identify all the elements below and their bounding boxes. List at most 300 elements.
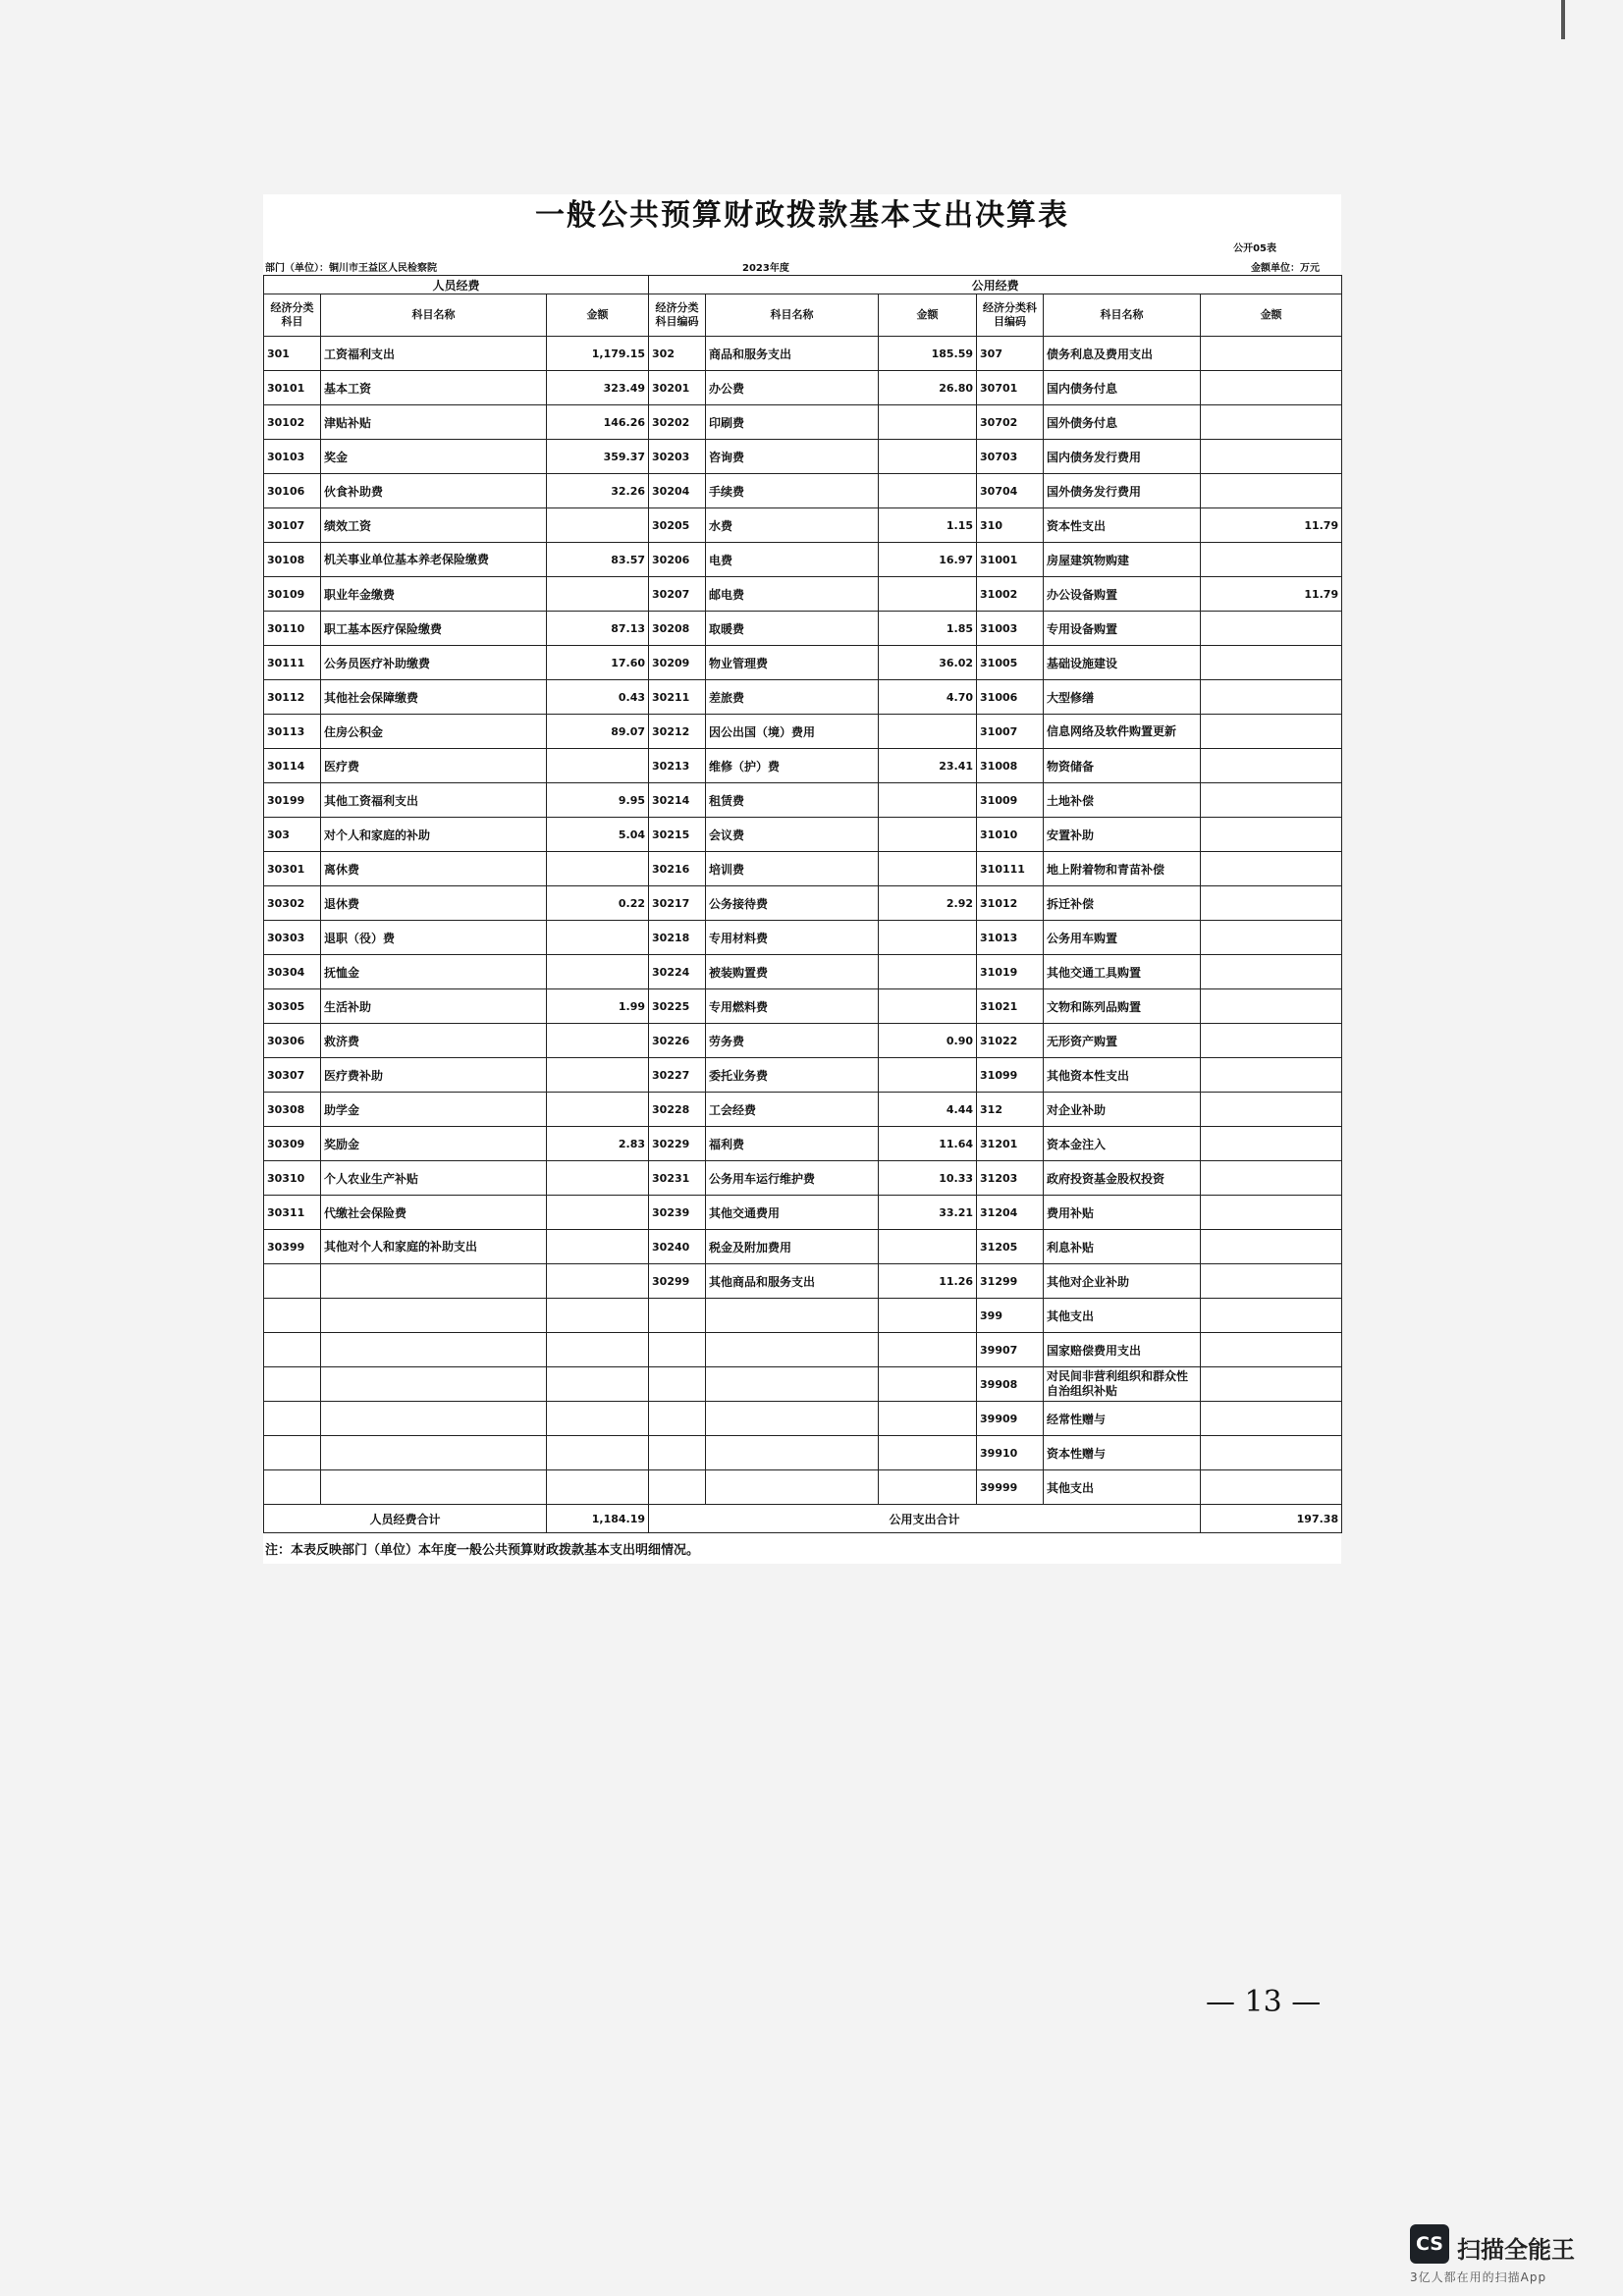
subject-name-cell: 住房公积金 <box>321 715 547 749</box>
subject-name-cell: 经常性赠与 <box>1044 1402 1201 1436</box>
subject-name-cell: 代缴社会保险费 <box>321 1196 547 1230</box>
table-row <box>264 1127 1342 1161</box>
subject-name-cell: 被装购置费 <box>706 955 879 989</box>
amount-cell <box>547 852 649 886</box>
amount-cell: 185.59 <box>879 337 977 371</box>
subject-code-cell: 30113 <box>264 715 321 749</box>
subject-code-cell: 30702 <box>977 405 1044 440</box>
subject-name-cell: 因公出国（境）费用 <box>706 715 879 749</box>
subject-code-cell: 30310 <box>264 1161 321 1196</box>
subject-name-cell: 生活补助 <box>321 989 547 1024</box>
page-edge-mark <box>1561 0 1565 39</box>
subject-code-cell: 30203 <box>649 440 706 474</box>
amount-cell <box>547 1264 649 1299</box>
department-label: 部门（单位）：铜川市王益区人民检察院 <box>265 263 437 274</box>
amount-cell <box>1201 852 1342 886</box>
amount-cell <box>1201 955 1342 989</box>
table-row <box>264 989 1342 1024</box>
amount-cell: 0.90 <box>879 1024 977 1058</box>
amount-cell <box>547 1161 649 1196</box>
amount-cell: 1.85 <box>879 612 977 646</box>
header-subject-name: 科目名称 <box>706 294 879 337</box>
subject-name-cell: 津贴补贴 <box>321 405 547 440</box>
subject-name-cell: 资本性赠与 <box>1044 1436 1201 1470</box>
amount-cell: 5.04 <box>547 818 649 852</box>
subject-code-cell: 30108 <box>264 543 321 577</box>
subject-code-cell: 30311 <box>264 1196 321 1230</box>
subject-name-cell: 奖励金 <box>321 1127 547 1161</box>
amount-cell: 1.15 <box>879 508 977 543</box>
amount-cell: 11.79 <box>1201 508 1342 543</box>
subject-name-cell: 商品和服务支出 <box>706 337 879 371</box>
subject-name-cell: 国内债务发行费用 <box>1044 440 1201 474</box>
totals-row <box>264 1505 1342 1533</box>
table-row <box>264 1333 1342 1367</box>
subject-code-cell: 307 <box>977 337 1044 371</box>
table-row <box>264 1093 1342 1127</box>
subject-code-cell: 30205 <box>649 508 706 543</box>
subject-code-cell <box>264 1367 321 1402</box>
amount-cell: 10.33 <box>879 1161 977 1196</box>
subject-code-cell: 30114 <box>264 749 321 783</box>
subject-name-cell: 医疗费 <box>321 749 547 783</box>
subject-name-cell: 地上附着物和青苗补偿 <box>1044 852 1201 886</box>
subject-code-cell: 30101 <box>264 371 321 405</box>
subject-name-cell: 物资储备 <box>1044 749 1201 783</box>
subject-name-cell: 专用燃料费 <box>706 989 879 1024</box>
scanner-watermark <box>1410 2224 1611 2283</box>
subject-name-cell: 个人农业生产补贴 <box>321 1161 547 1196</box>
subject-code-cell: 30204 <box>649 474 706 508</box>
subject-name-cell <box>706 1299 879 1333</box>
amount-cell <box>879 405 977 440</box>
amount-cell <box>879 1470 977 1505</box>
subject-code-cell <box>649 1299 706 1333</box>
form-code: 公开05表 <box>1233 243 1276 254</box>
table-row <box>264 715 1342 749</box>
amount-cell: 32.26 <box>547 474 649 508</box>
amount-cell <box>547 1230 649 1264</box>
total-personnel-label: 人员经费合计 <box>264 1505 547 1533</box>
subject-name-cell: 劳务费 <box>706 1024 879 1058</box>
subject-code-cell: 30199 <box>264 783 321 818</box>
subject-name-cell: 债务利息及费用支出 <box>1044 337 1201 371</box>
subject-code-cell <box>649 1333 706 1367</box>
amount-cell <box>879 1436 977 1470</box>
subject-name-cell <box>706 1367 879 1402</box>
page-number: — 13 — <box>1206 1985 1322 2019</box>
subject-name-cell: 国内债务付息 <box>1044 371 1201 405</box>
subject-code-cell: 39907 <box>977 1333 1044 1367</box>
table-row <box>264 749 1342 783</box>
amount-cell <box>1201 543 1342 577</box>
subject-name-cell: 其他商品和服务支出 <box>706 1264 879 1299</box>
subject-name-cell: 信息网络及软件购置更新 <box>1044 715 1201 749</box>
table-row <box>264 1230 1342 1264</box>
subject-code-cell: 30301 <box>264 852 321 886</box>
subject-code-cell: 31007 <box>977 715 1044 749</box>
amount-cell <box>547 577 649 612</box>
subject-code-cell: 30231 <box>649 1161 706 1196</box>
subject-code-cell: 310 <box>977 508 1044 543</box>
amount-cell <box>879 921 977 955</box>
amount-cell <box>1201 646 1342 680</box>
subject-name-cell: 奖金 <box>321 440 547 474</box>
amount-cell <box>547 1436 649 1470</box>
amount-cell: 2.83 <box>547 1127 649 1161</box>
header-subject-code: 经济分类科目编码 <box>977 294 1044 337</box>
amount-cell <box>547 1402 649 1436</box>
subject-name-cell: 专用设备购置 <box>1044 612 1201 646</box>
subject-code-cell: 39999 <box>977 1470 1044 1505</box>
table-row <box>264 1402 1342 1436</box>
subject-name-cell: 国家赔偿费用支出 <box>1044 1333 1201 1367</box>
subject-code-cell: 31021 <box>977 989 1044 1024</box>
subject-code-cell: 30307 <box>264 1058 321 1093</box>
subject-code-cell: 30240 <box>649 1230 706 1264</box>
subject-name-cell: 助学金 <box>321 1093 547 1127</box>
table-row <box>264 1264 1342 1299</box>
amount-cell <box>1201 612 1342 646</box>
amount-cell <box>547 1299 649 1333</box>
amount-cell: 11.79 <box>1201 577 1342 612</box>
amount-cell <box>1201 1093 1342 1127</box>
subject-name-cell: 邮电费 <box>706 577 879 612</box>
amount-cell <box>1201 886 1342 921</box>
table-row <box>264 680 1342 715</box>
subject-name-cell: 手续费 <box>706 474 879 508</box>
amount-cell <box>879 1333 977 1367</box>
amount-cell <box>879 440 977 474</box>
subject-code-cell: 31002 <box>977 577 1044 612</box>
table-row <box>264 1024 1342 1058</box>
subject-name-cell: 差旅费 <box>706 680 879 715</box>
table-meta <box>263 238 1341 275</box>
table-row <box>264 1470 1342 1505</box>
table-row <box>264 921 1342 955</box>
subject-code-cell: 30227 <box>649 1058 706 1093</box>
subject-code-cell: 30305 <box>264 989 321 1024</box>
subject-code-cell: 31022 <box>977 1024 1044 1058</box>
subject-code-cell: 30302 <box>264 886 321 921</box>
column-header-row <box>264 294 1342 337</box>
group-header-row <box>264 276 1342 294</box>
subject-name-cell: 无形资产购置 <box>1044 1024 1201 1058</box>
amount-cell: 9.95 <box>547 783 649 818</box>
subject-code-cell: 31003 <box>977 612 1044 646</box>
subject-code-cell: 30209 <box>649 646 706 680</box>
subject-code-cell: 302 <box>649 337 706 371</box>
subject-name-cell: 其他交通费用 <box>706 1196 879 1230</box>
subject-code-cell: 30399 <box>264 1230 321 1264</box>
subject-name-cell: 利息补贴 <box>1044 1230 1201 1264</box>
subject-code-cell: 31201 <box>977 1127 1044 1161</box>
amount-cell <box>1201 1402 1342 1436</box>
subject-name-cell: 抚恤金 <box>321 955 547 989</box>
amount-cell: 89.07 <box>547 715 649 749</box>
expenditure-table <box>263 275 1342 1533</box>
subject-code-cell: 31204 <box>977 1196 1044 1230</box>
amount-cell: 16.97 <box>879 543 977 577</box>
subject-code-cell: 30107 <box>264 508 321 543</box>
subject-code-cell: 31299 <box>977 1264 1044 1299</box>
subject-code-cell: 31005 <box>977 646 1044 680</box>
subject-code-cell: 30201 <box>649 371 706 405</box>
subject-name-cell: 公务接待费 <box>706 886 879 921</box>
subject-code-cell: 31205 <box>977 1230 1044 1264</box>
amount-cell <box>547 749 649 783</box>
subject-code-cell: 30225 <box>649 989 706 1024</box>
subject-code-cell: 31203 <box>977 1161 1044 1196</box>
subject-name-cell: 物业管理费 <box>706 646 879 680</box>
amount-cell <box>1201 337 1342 371</box>
subject-code-cell: 312 <box>977 1093 1044 1127</box>
amount-cell <box>879 852 977 886</box>
subject-code-cell: 30303 <box>264 921 321 955</box>
cs-logo-icon: CS <box>1410 2224 1449 2264</box>
amount-cell: 323.49 <box>547 371 649 405</box>
amount-cell <box>1201 921 1342 955</box>
subject-name-cell: 专用材料费 <box>706 921 879 955</box>
subject-code-cell: 30701 <box>977 371 1044 405</box>
subject-name-cell: 工会经费 <box>706 1093 879 1127</box>
table-row <box>264 371 1342 405</box>
subject-code-cell: 30208 <box>649 612 706 646</box>
amount-cell: 0.22 <box>547 886 649 921</box>
subject-code-cell: 30309 <box>264 1127 321 1161</box>
subject-code-cell: 30213 <box>649 749 706 783</box>
subject-name-cell: 福利费 <box>706 1127 879 1161</box>
subject-name-cell: 办公设备购置 <box>1044 577 1201 612</box>
table-row <box>264 337 1342 371</box>
subject-name-cell: 其他支出 <box>1044 1470 1201 1505</box>
amount-cell: 87.13 <box>547 612 649 646</box>
amount-cell <box>1201 440 1342 474</box>
amount-cell: 359.37 <box>547 440 649 474</box>
subject-name-cell: 退休费 <box>321 886 547 921</box>
subject-code-cell: 30224 <box>649 955 706 989</box>
amount-cell: 2.92 <box>879 886 977 921</box>
subject-code-cell: 30229 <box>649 1127 706 1161</box>
table-row <box>264 955 1342 989</box>
amount-cell: 146.26 <box>547 405 649 440</box>
subject-name-cell <box>706 1402 879 1436</box>
amount-cell <box>879 1058 977 1093</box>
subject-code-cell: 30217 <box>649 886 706 921</box>
subject-code-cell: 31012 <box>977 886 1044 921</box>
subject-code-cell <box>264 1436 321 1470</box>
amount-cell <box>879 715 977 749</box>
watermark-tagline: 3亿人都在用的扫描App <box>1410 2270 1547 2284</box>
subject-name-cell: 公务用车购置 <box>1044 921 1201 955</box>
header-amount: 金额 <box>1201 294 1342 337</box>
amount-cell <box>547 1093 649 1127</box>
table-row <box>264 1058 1342 1093</box>
subject-name-cell: 土地补偿 <box>1044 783 1201 818</box>
budget-table-sheet <box>263 194 1341 1564</box>
subject-name-cell <box>321 1436 547 1470</box>
subject-name-cell: 办公费 <box>706 371 879 405</box>
subject-name-cell: 房屋建筑物购建 <box>1044 543 1201 577</box>
amount-cell <box>547 1196 649 1230</box>
table-row <box>264 818 1342 852</box>
header-subject-code: 经济分类科目编码 <box>649 294 706 337</box>
watermark-app-name: 扫描全能王 <box>1457 2236 1575 2264</box>
subject-name-cell: 维修（护）费 <box>706 749 879 783</box>
subject-code-cell: 39910 <box>977 1436 1044 1470</box>
subject-name-cell: 公务用车运行维护费 <box>706 1161 879 1196</box>
subject-name-cell <box>321 1367 547 1402</box>
amount-cell <box>1201 474 1342 508</box>
subject-name-cell: 医疗费补助 <box>321 1058 547 1093</box>
subject-name-cell <box>321 1402 547 1436</box>
subject-code-cell: 30226 <box>649 1024 706 1058</box>
subject-code-cell <box>264 1402 321 1436</box>
table-row <box>264 1367 1342 1402</box>
amount-cell <box>879 1367 977 1402</box>
subject-code-cell: 30211 <box>649 680 706 715</box>
subject-code-cell: 30239 <box>649 1196 706 1230</box>
amount-cell <box>547 1333 649 1367</box>
subject-name-cell: 拆迁补偿 <box>1044 886 1201 921</box>
subject-code-cell: 30216 <box>649 852 706 886</box>
table-row <box>264 646 1342 680</box>
subject-code-cell: 30304 <box>264 955 321 989</box>
amount-cell <box>547 955 649 989</box>
subject-name-cell: 退职（役）费 <box>321 921 547 955</box>
table-row <box>264 405 1342 440</box>
subject-code-cell: 30110 <box>264 612 321 646</box>
amount-cell <box>1201 1196 1342 1230</box>
amount-cell <box>1201 405 1342 440</box>
amount-cell <box>547 508 649 543</box>
subject-name-cell: 绩效工资 <box>321 508 547 543</box>
subject-name-cell: 租赁费 <box>706 783 879 818</box>
table-row <box>264 1161 1342 1196</box>
amount-cell: 36.02 <box>879 646 977 680</box>
page-title: 一般公共预算财政拨款基本支出决算表 <box>535 198 1069 233</box>
subject-code-cell: 30308 <box>264 1093 321 1127</box>
amount-cell <box>1201 1058 1342 1093</box>
subject-code-cell: 30109 <box>264 577 321 612</box>
amount-cell: 1,179.15 <box>547 337 649 371</box>
subject-name-cell: 水费 <box>706 508 879 543</box>
subject-code-cell <box>264 1299 321 1333</box>
subject-code-cell <box>649 1402 706 1436</box>
subject-name-cell <box>706 1333 879 1367</box>
subject-code-cell: 30103 <box>264 440 321 474</box>
subject-name-cell: 其他交通工具购置 <box>1044 955 1201 989</box>
subject-code-cell: 31009 <box>977 783 1044 818</box>
subject-code-cell: 30106 <box>264 474 321 508</box>
amount-cell <box>547 1470 649 1505</box>
amount-cell: 0.43 <box>547 680 649 715</box>
subject-code-cell: 30299 <box>649 1264 706 1299</box>
amount-cell <box>547 1058 649 1093</box>
amount-cell <box>879 989 977 1024</box>
header-subject-name: 科目名称 <box>1044 294 1201 337</box>
year-label: 2023年度 <box>742 263 789 274</box>
subject-name-cell: 委托业务费 <box>706 1058 879 1093</box>
amount-cell: 11.64 <box>879 1127 977 1161</box>
header-amount: 金额 <box>879 294 977 337</box>
subject-code-cell: 30704 <box>977 474 1044 508</box>
subject-name-cell: 国外债务付息 <box>1044 405 1201 440</box>
amount-cell: 33.21 <box>879 1196 977 1230</box>
amount-cell <box>1201 680 1342 715</box>
subject-name-cell: 离休费 <box>321 852 547 886</box>
subject-code-cell <box>264 1264 321 1299</box>
table-row <box>264 1436 1342 1470</box>
amount-cell <box>879 1402 977 1436</box>
subject-name-cell: 对企业补助 <box>1044 1093 1201 1127</box>
subject-name-cell: 安置补助 <box>1044 818 1201 852</box>
subject-code-cell: 31019 <box>977 955 1044 989</box>
subject-name-cell: 职工基本医疗保险缴费 <box>321 612 547 646</box>
subject-name-cell <box>321 1333 547 1367</box>
subject-name-cell: 工资福利支出 <box>321 337 547 371</box>
subject-name-cell: 会议费 <box>706 818 879 852</box>
subject-name-cell: 救济费 <box>321 1024 547 1058</box>
subject-code-cell: 31010 <box>977 818 1044 852</box>
amount-cell <box>1201 1367 1342 1402</box>
subject-code-cell: 30207 <box>649 577 706 612</box>
amount-cell: 4.44 <box>879 1093 977 1127</box>
amount-cell <box>1201 1299 1342 1333</box>
amount-cell <box>547 1367 649 1402</box>
amount-cell <box>1201 1230 1342 1264</box>
subject-code-cell <box>264 1470 321 1505</box>
header-subject-name: 科目名称 <box>321 294 547 337</box>
header-amount: 金额 <box>547 294 649 337</box>
subject-code-cell: 301 <box>264 337 321 371</box>
subject-code-cell: 303 <box>264 818 321 852</box>
subject-name-cell: 伙食补助费 <box>321 474 547 508</box>
amount-cell <box>879 783 977 818</box>
subject-name-cell: 政府投资基金股权投资 <box>1044 1161 1201 1196</box>
unit-label: 金额单位：万元 <box>1251 263 1320 274</box>
subject-name-cell <box>706 1470 879 1505</box>
subject-code-cell: 31099 <box>977 1058 1044 1093</box>
subject-name-cell <box>321 1470 547 1505</box>
amount-cell <box>1201 818 1342 852</box>
amount-cell <box>879 955 977 989</box>
subject-code-cell: 30228 <box>649 1093 706 1127</box>
amount-cell: 23.41 <box>879 749 977 783</box>
amount-cell <box>547 1024 649 1058</box>
amount-cell: 1.99 <box>547 989 649 1024</box>
subject-code-cell: 30112 <box>264 680 321 715</box>
table-row <box>264 1299 1342 1333</box>
subject-code-cell: 30306 <box>264 1024 321 1058</box>
subject-name-cell: 其他对个人和家庭的补助支出 <box>321 1230 547 1264</box>
subject-name-cell: 其他对企业补助 <box>1044 1264 1201 1299</box>
amount-cell <box>879 818 977 852</box>
subject-code-cell: 31008 <box>977 749 1044 783</box>
total-public-value: 197.38 <box>1201 1505 1342 1533</box>
header-econ-code: 经济分类科目 <box>264 294 321 337</box>
table-row <box>264 440 1342 474</box>
subject-code-cell: 30102 <box>264 405 321 440</box>
subject-code-cell: 30218 <box>649 921 706 955</box>
subject-code-cell: 399 <box>977 1299 1044 1333</box>
subject-name-cell: 税金及附加费用 <box>706 1230 879 1264</box>
subject-name-cell: 机关事业单位基本养老保险缴费 <box>321 543 547 577</box>
amount-cell <box>1201 1264 1342 1299</box>
subject-name-cell: 其他社会保障缴费 <box>321 680 547 715</box>
table-note: 注：本表反映部门（单位）本年度一般公共预算财政拨款基本支出明细情况。 <box>265 1543 700 1558</box>
table-row <box>264 783 1342 818</box>
